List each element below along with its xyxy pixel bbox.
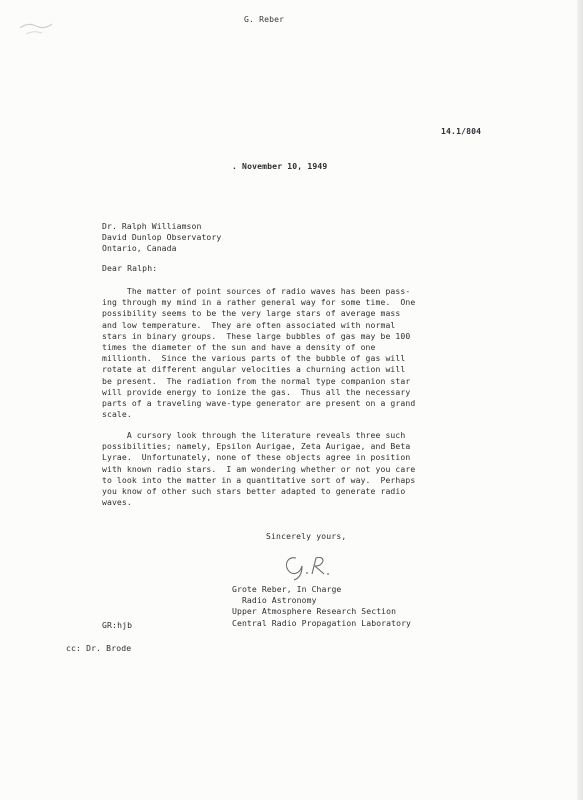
address-line: Ontario, Canada [102, 243, 177, 254]
body-line: you know of other such stars better adapted to generate radio [102, 486, 406, 497]
letter-header: G. Reber [244, 14, 285, 24]
body-line: to look into the matter in a quantitative sort of way. Perhaps [102, 474, 416, 485]
closing: Sincerely yours, [266, 531, 347, 541]
salutation: Dear Ralph: [102, 263, 158, 273]
file-reference: 14.1/804 [441, 126, 482, 136]
signature-line: Grote Reber, In Charge [232, 584, 342, 594]
signature-line: Central Radio Propagation Laboratory [232, 617, 412, 628]
address-line: David Dunlop Observatory [102, 232, 222, 243]
body-line: A cursory look through the literature reveals three such [102, 430, 406, 440]
body-paragraph-1 [102, 286, 415, 420]
body-paragraph-2 [102, 430, 415, 508]
body-line: will provide energy to ionize the gas. Thus all the necessary [102, 386, 411, 397]
page-edge-shadow [577, 0, 583, 800]
body-line: scale. [102, 409, 132, 420]
body-line: times the diameter of the sun and have a density of one [102, 342, 376, 353]
body-line: possibility seems to be the very large stars of average mass [102, 308, 401, 319]
address-line: Dr. Ralph Williamson [102, 221, 202, 231]
body-line: rotate at different angular velocities a churning action will [102, 364, 406, 375]
body-line: possibilities; namely, Epsilon Aurigae, Zeta Aurigae, and Beta [102, 441, 411, 452]
body-line: parts of a traveling wave-type generator are present on a grand [102, 398, 416, 409]
letter-date: . November 10, 1949 [232, 161, 328, 171]
body-line: stars in binary groups. These large bubbles of gas may be 100 [102, 330, 411, 341]
body-line: ing through my mind in a rather general way for some time. One [102, 297, 416, 308]
body-line: Lyrae. Unfortunately, none of these objects agree in position [102, 452, 411, 463]
body-line: with known radio stars. I am wondering whether or not you care [102, 463, 416, 474]
recipient-address [102, 221, 221, 255]
body-line: millionth. Since the various parts of the bubble of gas will [102, 353, 406, 364]
typist-initials: GR:hjb [102, 620, 133, 630]
signature-block [232, 584, 411, 629]
body-line: and low temperature. They are often associated with normal [102, 319, 396, 330]
handwritten-signature [282, 552, 342, 582]
body-line: be present. The radiation from the normal type companion star [102, 375, 411, 386]
scan-smudge [18, 14, 64, 40]
signature-line: Radio Astronomy [232, 595, 317, 606]
signature-line: Upper Atmosphere Research Section [232, 606, 397, 617]
body-line: waves. [102, 497, 132, 508]
body-line: The matter of point sources of radio waves has been pass- [102, 286, 411, 296]
carbon-copy: cc: Dr. Brode [66, 643, 132, 653]
